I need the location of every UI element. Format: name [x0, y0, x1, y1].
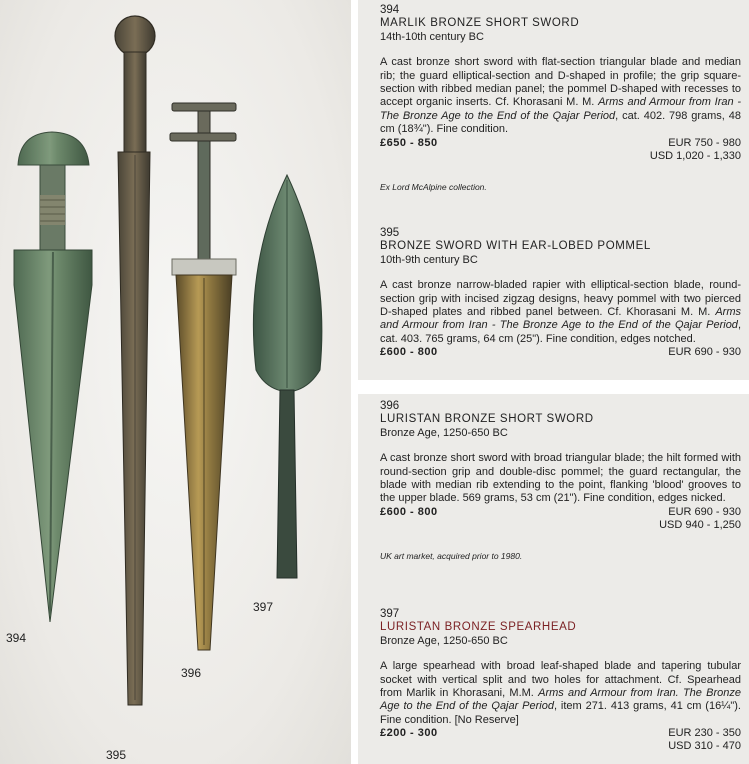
lot-date: Bronze Age, 1250-650 BC: [380, 426, 508, 439]
lot-title: LURISTAN BRONZE SPEARHEAD: [380, 621, 577, 634]
desc-part: A cast bronze short sword with flat-section triangular blade and median rib; the guard elliptical-section and D-shaped in profile; the grip square-section with ribbed median panel; the pommel D-shaped with recesses to accept organic inserts. Cf. Khorasani M. M.: [380, 56, 741, 109]
weapons-photograph: [0, 0, 351, 764]
lot-number: 394: [380, 4, 400, 16]
desc-part: A large spearhead with broad leaf-shaped blade and tapering tubular socket with vertical split and two holes for attachment. Cf. Spearhead from Marlik in Khorasani, M.M.: [380, 660, 741, 700]
lot-title: MARLIK BRONZE SHORT SWORD: [380, 17, 580, 30]
spearhead-397-image: [253, 175, 322, 578]
photo-label-396: 396: [181, 666, 202, 680]
estimate-usd: USD 310 - 470: [668, 740, 741, 753]
lot-date: Bronze Age, 1250-650 BC: [380, 634, 508, 647]
lot-title: LURISTAN BRONZE SHORT SWORD: [380, 413, 594, 426]
lot-description: [380, 279, 741, 346]
lot-397: [380, 608, 741, 754]
desc-part: , cat. 403. 765 grams, 64 cm (25"). Fine condition, edges notched.: [380, 319, 741, 345]
estimate-gbp: £650 - 850: [380, 136, 438, 149]
estimate-usd: USD 940 - 1,250: [659, 518, 741, 531]
lot-date: 14th-10th century BC: [380, 30, 484, 43]
provenance: Ex Lord McAlpine collection.: [380, 182, 487, 193]
desc-part: A cast bronze narrow-bladed rapier with elliptical-section blade, round-section grip with incised zigzag designs, heavy pommel with two pierced D-shaped plates and ribbed panel between. Cf. Khorasani M. M.: [380, 279, 741, 319]
sword-394-image: [14, 132, 92, 622]
desc-part-italic: Arms and Armour from Iran - The Bronze Age to the End of the Qajar Period: [380, 96, 741, 122]
estimate-eur: EUR 690 - 930: [668, 346, 741, 359]
lot-394: [380, 4, 741, 194]
price-row: [380, 346, 741, 359]
desc-part: A cast bronze short sword with broad triangular blade; the hilt formed with round-section grip and double-disc pommel; the guard rectangular, the blade with median rib extending to the point, flanking 'blood' grooves to the upper blade. 569 grams, 53 cm (21"). Fine condition, edges nicked.: [380, 452, 741, 505]
provenance: UK art market, acquired prior to 1980.: [380, 551, 523, 562]
estimate-eur: EUR 690 - 930: [668, 505, 741, 518]
lot-panel-top: [358, 0, 749, 380]
desc-part-italic: Arms and Armour from Iran. The Bronze Age to the End of the Qajar Period: [380, 687, 742, 713]
lot-description: [380, 56, 741, 136]
lot-395: [380, 227, 741, 359]
estimate-usd: USD 1,020 - 1,330: [649, 149, 741, 162]
lot-panel-bottom: [358, 394, 749, 764]
estimate-eur: EUR 230 - 350: [668, 727, 741, 740]
lot-number: 396: [380, 400, 400, 412]
estimate-gbp: £600 - 800: [380, 346, 438, 359]
estimate-gbp: £600 - 800: [380, 505, 438, 518]
lot-396: [380, 400, 741, 564]
lot-title: BRONZE SWORD WITH EAR-LOBED POMMEL: [380, 240, 651, 253]
lot-description: [380, 660, 741, 727]
price-row: [380, 137, 741, 150]
price-row: [380, 506, 741, 519]
lot-number: 397: [380, 608, 400, 620]
photo-label-394: 394: [6, 631, 27, 645]
sword-395-image: [115, 16, 155, 705]
photo-label-395: 395: [106, 748, 127, 762]
desc-part: , item 271. 413 grams, 41 cm (16¼"). Fine condition. [No Reserve]: [380, 700, 741, 726]
lot-date: 10th-9th century BC: [380, 253, 478, 266]
photo-label-397: 397: [253, 600, 274, 614]
sword-396-image: [170, 103, 236, 650]
desc-part: , cat. 402. 798 grams, 48 cm (18¾"). Fine condition.: [380, 109, 741, 136]
price-row: [380, 727, 741, 740]
estimate-gbp: £200 - 300: [380, 727, 438, 740]
estimate-eur: EUR 750 - 980: [668, 136, 741, 149]
lot-number: 395: [380, 227, 400, 239]
desc-part-italic: Arms and Armour from Iran - The Bronze Age to the End of the Qajar Period: [380, 306, 741, 332]
lot-description: [380, 452, 741, 506]
photo-panel: [0, 0, 351, 764]
